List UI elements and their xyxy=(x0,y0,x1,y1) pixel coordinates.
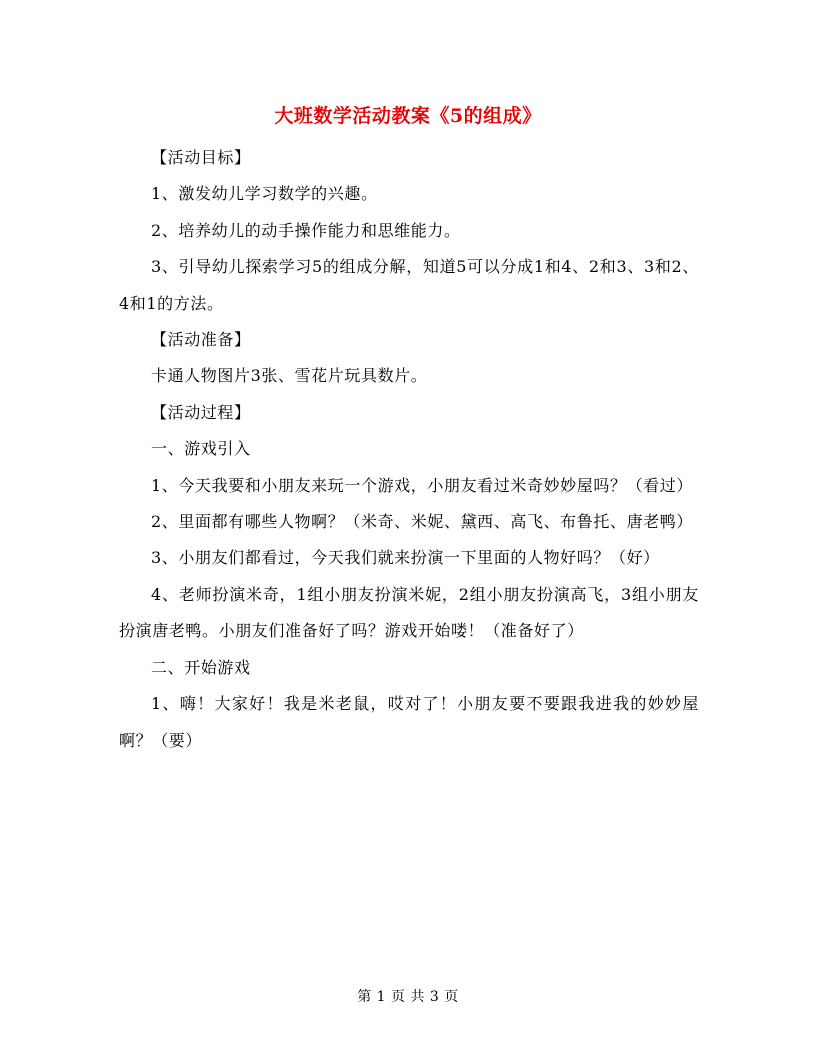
document-title: 大班数学活动教案《5的组成》 xyxy=(274,105,542,127)
paragraph: 4、老师扮演米奇，1组小朋友扮演米妮，2组小朋友扮演高飞，3组小朋友扮演唐老鸭。小朋友们准备好了吗？游戏开始喽！（准备好了） xyxy=(119,584,699,641)
paragraph: 卡通人物图片3张、雪花片玩具数片。 xyxy=(151,366,428,386)
paragraph: 1、激发幼儿学习数学的兴趣。 xyxy=(151,184,378,204)
paragraph: 1、嗨！大家好！我是米老鼠，哎对了！小朋友要不要跟我进我的妙妙屋啊？（要） xyxy=(119,694,699,750)
paragraph: 2、里面都有哪些人物啊？（米奇、米妮、黛西、高飞、布鲁托、唐老鸭） xyxy=(151,512,693,532)
paragraph: 3、引导幼儿探索学习5的组成分解，知道5可以分成1和4、2和3、3和2、4和1的方法。 xyxy=(119,257,699,313)
section-heading-process: 【活动过程】 xyxy=(151,402,251,422)
document-body xyxy=(119,140,699,759)
paragraph: 1、今天我要和小朋友来玩一个游戏，小朋友看过米奇妙妙屋吗？（看过） xyxy=(151,475,693,495)
section-heading-goals: 【活动目标】 xyxy=(151,148,251,167)
paragraph: 3、小朋友们都看过，今天我们就来扮演一下里面的人物好吗？（好） xyxy=(151,548,660,568)
page-footer: 第 1 页 共 3 页 xyxy=(357,989,459,1005)
paragraph: 2、培养幼儿的动手操作能力和思维能力。 xyxy=(151,220,461,240)
subsection-heading: 二、开始游戏 xyxy=(151,657,251,677)
subsection-heading: 一、游戏引入 xyxy=(151,439,251,459)
section-heading-preparation: 【活动准备】 xyxy=(151,330,251,350)
